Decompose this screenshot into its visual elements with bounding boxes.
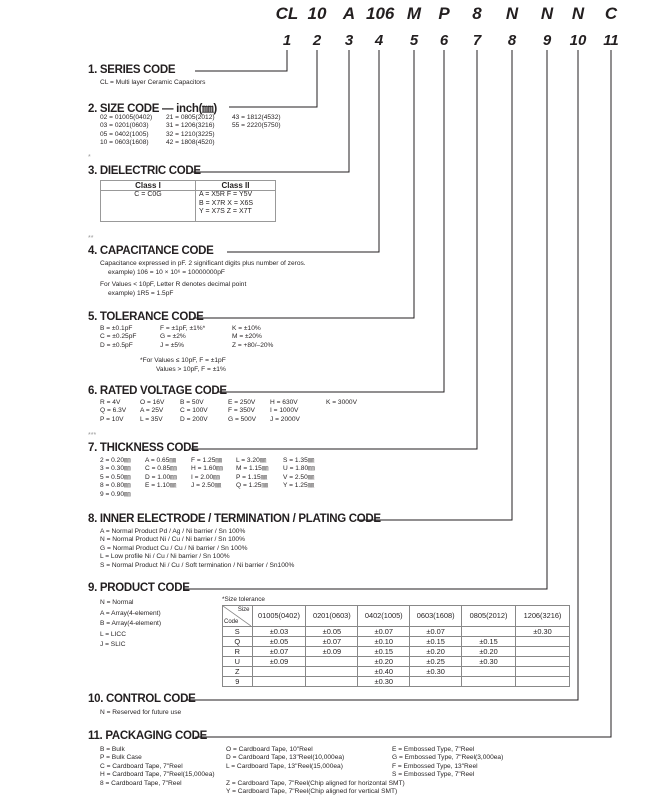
packaging-col2 <box>226 746 405 796</box>
code-letter-4: 106 <box>366 4 395 23</box>
size-entry: 05 = 0402(1005) <box>100 130 149 138</box>
electrode-code-title: 8. INNER ELECTRODE / TERMINATION / PLATING CODE <box>88 513 381 525</box>
thickness-entry: A = 0.65㎜ <box>145 457 176 464</box>
dielectric-star: * <box>88 154 91 161</box>
table-cell <box>516 657 570 667</box>
table-cell: ±0.15 <box>358 647 410 657</box>
packaging-entry: L = Cardboard Tape, 13"Reel(15,000ea) <box>226 762 343 770</box>
table-corner-cell <box>223 606 253 627</box>
voltage-col2 <box>140 399 164 424</box>
size-tolerance-table <box>222 605 570 687</box>
voltage-entry: D = 200V <box>180 415 208 423</box>
voltage-code-title: 6. RATED VOLTAGE CODE <box>88 385 227 397</box>
dielectric-code-title: 3. DIELECTRIC CODE <box>88 165 201 177</box>
tolerance-note-1: *For Values ≤ 10pF, F = ±1pF <box>140 357 226 364</box>
thickness-entry: C = 0.85㎜ <box>145 465 177 473</box>
size-code-col3 <box>232 114 281 131</box>
thickness-entry: 9 = 0.90㎜ <box>100 490 131 498</box>
table-cell: ±0.05 <box>252 637 306 647</box>
dielectric-class-table <box>100 180 276 222</box>
table-cell: ±0.10 <box>358 637 410 647</box>
packaging-entry: S = Embossed Type, 7"Reel <box>392 771 475 779</box>
table-row-code: Z <box>223 667 253 677</box>
table-cell: ±0.15 <box>410 637 462 647</box>
table-cell: ±0.09 <box>252 657 306 667</box>
table-row <box>223 647 570 657</box>
code-letter-11: C <box>604 4 618 23</box>
voltage-entry: H = 630V <box>270 399 298 406</box>
table-cell <box>462 667 516 677</box>
voltage-entry: G = 500V <box>228 415 257 423</box>
voltage-entry: L = 35V <box>140 415 163 423</box>
thickness-entry: 5 = 0.50㎜ <box>100 473 131 481</box>
code-number-10: 10 <box>569 32 587 49</box>
voltage-entry: O = 16V <box>140 399 165 406</box>
electrode-lines <box>100 528 294 570</box>
table-column-header: 01005(0402) <box>252 606 306 627</box>
size-code-col1 <box>100 114 152 148</box>
voltage-entry: R = 4V <box>100 399 121 406</box>
table-cell: ±0.20 <box>462 647 516 657</box>
code-letter-10: N <box>571 4 585 23</box>
table-cell: ±0.30 <box>410 667 462 677</box>
product-entry: A = Array(4-element) <box>100 609 161 617</box>
code-letter-2: 10 <box>307 4 327 23</box>
thickness-entry: L = 3.20㎜ <box>236 457 267 464</box>
code-letter-9: N <box>540 4 554 23</box>
tolerance-code-title: 5. TOLERANCE CODE <box>88 311 204 323</box>
thickness-entry: Q = 1.25㎜ <box>236 482 269 490</box>
code-letter-1: CL <box>275 4 299 23</box>
tolerance-entry: D = ±0.5pF <box>100 341 133 349</box>
voltage-entry: J = 2000V <box>270 415 300 423</box>
voltage-entry: I = 1000V <box>270 407 299 415</box>
thickness-col4 <box>236 457 268 491</box>
voltage-col3 <box>180 399 208 424</box>
packaging-entry: G = Embossed Type, 7"Reel(3,000ea) <box>392 754 504 762</box>
voltage-entry: Q = 6.3V <box>100 407 127 415</box>
table-cell <box>410 677 462 687</box>
table-row <box>223 627 570 637</box>
class-2-values <box>196 191 276 222</box>
capacitance-line-2: example) 106 = 10 × 10⁶ = 10000000pF <box>108 269 225 276</box>
table-cell: ±0.40 <box>358 667 410 677</box>
table-cell <box>516 667 570 677</box>
class-1-value: C = C0G <box>101 191 196 222</box>
packaging-entry: B = Bulk <box>100 746 125 753</box>
code-number-3: 3 <box>344 32 354 49</box>
thickness-entry: J = 2.50㎜ <box>191 482 222 490</box>
class-1-header: Class I <box>101 181 196 191</box>
class-2-header: Class II <box>196 181 276 191</box>
code-number-8: 8 <box>507 32 517 49</box>
tolerance-col2 <box>160 325 205 350</box>
packaging-entry: D = Cardboard Tape, 13"Reel(10,000ea) <box>226 754 345 762</box>
thickness-entry: 2 = 0.20㎜ <box>100 457 131 464</box>
table-cell: ±0.30 <box>462 657 516 667</box>
table-column-header: 0805(2012) <box>462 606 516 627</box>
code-letter-3: A <box>342 4 356 23</box>
table-row <box>223 637 570 647</box>
packaging-col1 <box>100 746 215 788</box>
tolerance-col1 <box>100 325 136 350</box>
code-number-1: 1 <box>282 32 292 49</box>
table-row <box>223 677 570 687</box>
code-letter-6: P <box>438 4 450 23</box>
table-row-code: U <box>223 657 253 667</box>
tolerance-entry: Z = +80/–20% <box>232 341 274 349</box>
tolerance-entry: M = ±20% <box>232 333 262 341</box>
corner-size-label: Size <box>237 607 250 613</box>
thickness-entry: U = 1.80㎜ <box>283 465 315 473</box>
table-cell <box>516 637 570 647</box>
thickness-entry: P = 1.15㎜ <box>236 473 268 481</box>
class-2-line: Y = X7S Z = X7T <box>199 208 252 215</box>
electrode-entry: S = Normal Product Ni / Cu / Soft termination / Ni barrier / Sn100% <box>100 561 295 569</box>
capacitance-line-3: For Values < 10pF, Letter R denotes decimal point <box>100 281 247 288</box>
voltage-entry: K = 3000V <box>326 399 357 406</box>
thickness-entry: E = 1.10㎜ <box>145 482 177 490</box>
thickness-entry: H = 1.60㎜ <box>191 465 223 473</box>
control-code-title: 10. CONTROL CODE <box>88 693 196 705</box>
code-letter-5: M <box>406 4 422 23</box>
packaging-code-title: 11. PACKAGING CODE <box>88 730 207 742</box>
size-entry: 21 = 0805(2012) <box>166 114 215 121</box>
table-row <box>223 667 570 677</box>
table-cell <box>462 677 516 687</box>
thickness-entry: M = 1.15㎜ <box>236 465 269 473</box>
class-2-line: B = X7R X = X6S <box>199 199 254 207</box>
voltage-entry: B = 50V <box>180 399 204 406</box>
code-number-4: 4 <box>374 32 384 49</box>
table-cell <box>306 667 358 677</box>
size-tolerance-caption: *Size tolerance <box>222 596 265 603</box>
code-number-11: 11 <box>603 32 619 49</box>
thickness-entry: S = 1.35㎜ <box>283 457 315 464</box>
voltage-col1 <box>100 399 126 424</box>
table-row-code: 9 <box>223 677 253 687</box>
product-entry: B = Array(4-element) <box>100 620 162 627</box>
table-cell: ±0.03 <box>252 627 306 637</box>
code-number-7: 7 <box>472 32 482 49</box>
product-entry: L = LICC <box>100 630 126 638</box>
table-column-header: 1206(3216) <box>516 606 570 627</box>
table-cell <box>306 677 358 687</box>
table-column-header: 0603(1608) <box>410 606 462 627</box>
table-cell <box>516 647 570 657</box>
control-line: N = Reserved for future use <box>100 709 182 716</box>
product-entry: J = SLIC <box>100 641 126 648</box>
thickness-star: *** <box>88 432 97 439</box>
thickness-code-title: 7. THICKNESS CODE <box>88 442 199 454</box>
code-letter-8: N <box>505 4 519 23</box>
voltage-entry: A = 25V <box>140 407 164 415</box>
corner-code-label: Code <box>224 619 239 625</box>
code-number-5: 5 <box>409 32 419 49</box>
thickness-entry: V = 2.50㎜ <box>283 473 315 481</box>
table-cell: ±0.07 <box>306 637 358 647</box>
table-cell <box>252 667 306 677</box>
capacitance-code-title: 4. CAPACITANCE CODE <box>88 245 214 257</box>
table-row-code: R <box>223 647 253 657</box>
size-code-col2 <box>166 114 215 148</box>
thickness-col1 <box>100 457 131 499</box>
capacitance-line-4: example) 1R5 = 1.5pF <box>108 290 174 297</box>
thickness-entry: 3 = 0.30㎜ <box>100 465 131 473</box>
size-entry: 55 = 2220(5750) <box>232 122 281 130</box>
table-row <box>223 657 570 667</box>
table-cell: ±0.30 <box>516 627 570 637</box>
tolerance-note-2: Values > 10pF, F = ±1% <box>156 366 226 373</box>
thickness-col3 <box>191 457 223 491</box>
tolerance-entry: K = ±10% <box>232 325 261 332</box>
table-cell: ±0.15 <box>462 637 516 647</box>
packaging-entry: O = Cardboard Tape, 10"Reel <box>226 746 313 753</box>
table-cell: ±0.30 <box>358 677 410 687</box>
product-lines <box>100 598 161 651</box>
table-cell: ±0.07 <box>252 647 306 657</box>
electrode-entry: L = Low profile Ni / Cu / Ni barrier / Sn 100% <box>100 553 230 561</box>
table-cell: ±0.20 <box>410 647 462 657</box>
code-number-2: 2 <box>312 32 322 49</box>
thickness-entry: 8 = 0.80㎜ <box>100 482 131 490</box>
packaging-entry: C = Cardboard Tape, 7"Reel <box>100 762 183 770</box>
tolerance-col3 <box>232 325 273 350</box>
packaging-entry: E = Embossed Type, 7"Reel <box>392 746 475 753</box>
electrode-entry: N = Normal Product Ni / Cu / Ni barrier / Sn 100% <box>100 536 245 544</box>
size-entry: 02 = 01005(0402) <box>100 114 153 121</box>
packaging-entry: Y = Cardboard Tape, 7"Reel(Chip aligned for vertical SMT) <box>226 788 398 796</box>
table-cell: ±0.07 <box>410 627 462 637</box>
size-code-title: 2. SIZE CODE — inch(㎜) <box>88 103 217 115</box>
table-cell: ±0.09 <box>306 647 358 657</box>
code-number-6: 6 <box>439 32 449 49</box>
size-entry: 03 = 0201(0603) <box>100 122 149 130</box>
thickness-entry: D = 1.00㎜ <box>145 473 177 481</box>
packaging-entry: 8 = Cardboard Tape, 7"Reel <box>100 779 182 787</box>
table-cell: ±0.05 <box>306 627 358 637</box>
table-cell <box>252 677 306 687</box>
voltage-col5 <box>270 399 300 424</box>
packaging-entry: H = Cardboard Tape, 7"Reel(15,000ea) <box>100 771 215 779</box>
thickness-col5 <box>283 457 315 491</box>
table-cell <box>306 657 358 667</box>
tolerance-entry: B = ±0.1pF <box>100 325 133 332</box>
table-cell: ±0.25 <box>410 657 462 667</box>
voltage-entry: P = 10V <box>100 415 124 423</box>
thickness-entry: F = 1.25㎜ <box>191 457 222 464</box>
size-entry: 43 = 1812(4532) <box>232 114 281 121</box>
product-code-title: 9. PRODUCT CODE <box>88 582 190 594</box>
class-2-line: A = X5R F = Y5V <box>199 191 253 198</box>
series-code-line: CL = Multi layer Ceramic Capacitors <box>100 79 206 86</box>
table-cell <box>462 627 516 637</box>
packaging-entry: Z = Cardboard Tape, 7"Reel(Chip aligned for horizontal SMT) <box>226 779 405 787</box>
packaging-entry <box>226 771 405 779</box>
tolerance-entry: G = ±2% <box>160 333 186 341</box>
size-entry: 42 = 1808(4520) <box>166 139 215 147</box>
size-entry: 10 = 0603(1608) <box>100 139 149 147</box>
thickness-entry: Y = 1.25㎜ <box>283 482 315 490</box>
voltage-col6 <box>326 399 357 407</box>
tolerance-entry: C = ±0.25pF <box>100 333 137 341</box>
capacitance-line-1: Capacitance expressed in pF. 2 significant digits plus number of zeros. <box>100 260 306 267</box>
voltage-col4 <box>228 399 256 424</box>
tolerance-entry: J = ±5% <box>160 341 184 349</box>
thickness-entry: I = 2.00㎜ <box>191 473 220 481</box>
packaging-col3 <box>392 746 503 780</box>
tolerance-entry: F = ±1pF, ±1%* <box>160 325 206 332</box>
size-entry: 31 = 1206(3216) <box>166 122 215 130</box>
packaging-entry: F = Embossed Type, 13"Reel <box>392 762 478 770</box>
code-letter-7: 8 <box>472 4 482 23</box>
thickness-col2 <box>145 457 177 491</box>
table-row-code: S <box>223 627 253 637</box>
table-column-header: 0402(1005) <box>358 606 410 627</box>
series-code-title: 1. SERIES CODE <box>88 64 176 76</box>
product-entry: N = Normal <box>100 599 134 606</box>
table-row-code: Q <box>223 637 253 647</box>
voltage-entry: F = 350V <box>228 407 255 415</box>
table-cell: ±0.20 <box>358 657 410 667</box>
electrode-entry: A = Normal Product Pd / Ag / Ni barrier / Sn 100% <box>100 528 246 535</box>
packaging-entry: P = Bulk Case <box>100 754 142 762</box>
table-column-header: 0201(0603) <box>306 606 358 627</box>
capacitance-star: ** <box>88 235 94 242</box>
table-cell: ±0.07 <box>358 627 410 637</box>
voltage-entry: E = 250V <box>228 399 256 406</box>
size-entry: 32 = 1210(3225) <box>166 130 215 138</box>
table-cell <box>516 677 570 687</box>
voltage-entry: C = 100V <box>180 407 208 415</box>
code-number-9: 9 <box>542 32 552 49</box>
electrode-entry: G = Normal Product Cu / Cu / Ni barrier / Sn 100% <box>100 544 248 552</box>
